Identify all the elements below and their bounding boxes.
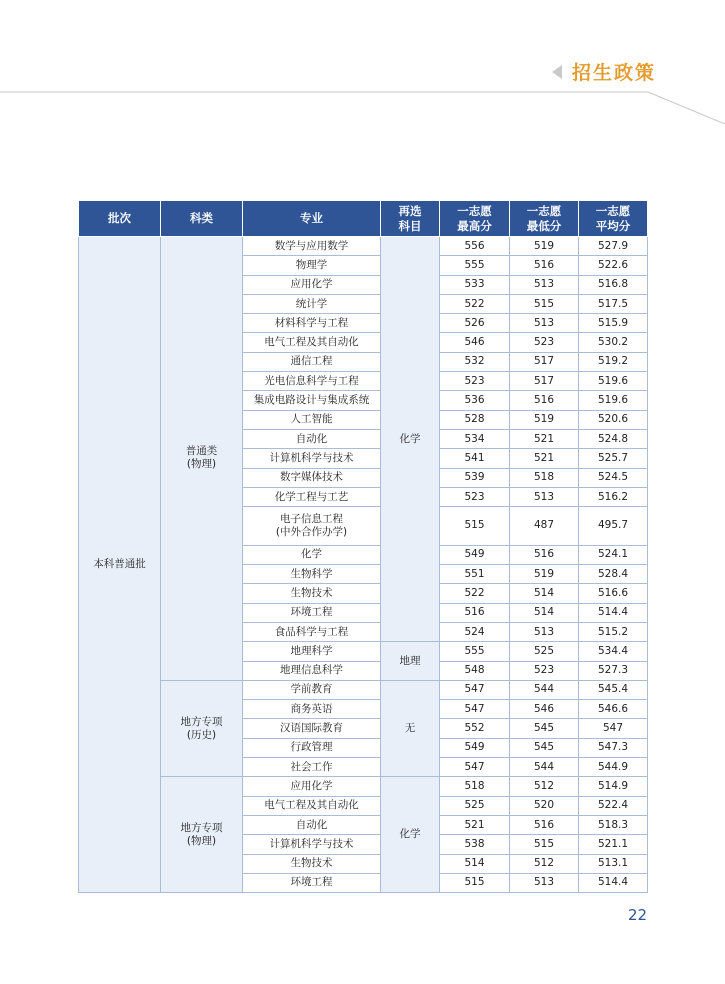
avg-score-cell: 514.4 — [579, 873, 648, 892]
max-score-cell: 536 — [440, 391, 510, 410]
major-cell: 人工智能 — [243, 410, 381, 429]
major-cell: 汉语国际教育 — [243, 719, 381, 738]
avg-score-cell: 515.2 — [579, 622, 648, 641]
max-score-cell: 514 — [440, 854, 510, 873]
max-score-cell: 551 — [440, 565, 510, 584]
max-score-cell: 539 — [440, 468, 510, 487]
avg-score-cell: 495.7 — [579, 507, 648, 546]
min-score-cell: 516 — [510, 545, 579, 564]
min-score-cell: 517 — [510, 372, 579, 391]
subject-cell: 化学 — [381, 777, 440, 893]
avg-score-cell: 546.6 — [579, 700, 648, 719]
major-cell: 集成电路设计与集成系统 — [243, 391, 381, 410]
avg-score-cell: 517.5 — [579, 294, 648, 313]
avg-score-cell: 545.4 — [579, 680, 648, 699]
max-score-cell: 547 — [440, 758, 510, 777]
header-min-score: 一志愿 最低分 — [510, 201, 579, 237]
major-cell: 社会工作 — [243, 758, 381, 777]
min-score-cell: 546 — [510, 700, 579, 719]
major-cell: 环境工程 — [243, 603, 381, 622]
max-score-cell: 533 — [440, 275, 510, 294]
min-score-cell: 544 — [510, 680, 579, 699]
major-cell: 计算机科学与技术 — [243, 835, 381, 854]
avg-score-cell: 530.2 — [579, 333, 648, 352]
header-avg-score: 一志愿 平均分 — [579, 201, 648, 237]
min-score-cell: 545 — [510, 738, 579, 757]
admission-scores-table — [78, 200, 648, 893]
min-score-cell: 515 — [510, 294, 579, 313]
major-cell: 学前教育 — [243, 680, 381, 699]
min-score-cell: 523 — [510, 661, 579, 680]
max-score-cell: 547 — [440, 700, 510, 719]
avg-score-cell: 513.1 — [579, 854, 648, 873]
table-header-row — [79, 201, 648, 237]
max-score-cell: 538 — [440, 835, 510, 854]
min-score-cell: 545 — [510, 719, 579, 738]
max-score-cell: 522 — [440, 294, 510, 313]
batch-cell: 本科普通批 — [79, 237, 161, 893]
max-score-cell: 548 — [440, 661, 510, 680]
avg-score-cell: 519.2 — [579, 352, 648, 371]
min-score-cell: 523 — [510, 333, 579, 352]
major-cell: 应用化学 — [243, 275, 381, 294]
min-score-cell: 487 — [510, 507, 579, 546]
min-score-cell: 525 — [510, 642, 579, 661]
subject-cell: 地理 — [381, 642, 440, 681]
avg-score-cell: 516.2 — [579, 487, 648, 506]
header-category: 科类 — [161, 201, 243, 237]
max-score-cell: 547 — [440, 680, 510, 699]
avg-score-cell: 514.4 — [579, 603, 648, 622]
max-score-cell: 515 — [440, 507, 510, 546]
avg-score-cell: 522.6 — [579, 256, 648, 275]
category-cell: 地方专项 (物理) — [161, 777, 243, 893]
page-number: 22 — [628, 906, 648, 924]
max-score-cell: 549 — [440, 545, 510, 564]
min-score-cell: 513 — [510, 622, 579, 641]
min-score-cell: 516 — [510, 391, 579, 410]
max-score-cell: 518 — [440, 777, 510, 796]
section-title-text: 招生政策 — [572, 62, 657, 84]
major-cell: 应用化学 — [243, 777, 381, 796]
min-score-cell: 518 — [510, 468, 579, 487]
major-cell: 数字媒体技术 — [243, 468, 381, 487]
avg-score-cell: 519.6 — [579, 372, 648, 391]
section-title — [552, 58, 656, 85]
avg-score-cell: 518.3 — [579, 815, 648, 834]
major-cell: 行政管理 — [243, 738, 381, 757]
header-major: 专业 — [243, 201, 381, 237]
major-cell: 地理信息科学 — [243, 661, 381, 680]
header-subject: 再选 科目 — [381, 201, 440, 237]
max-score-cell: 541 — [440, 449, 510, 468]
max-score-cell: 556 — [440, 237, 510, 256]
avg-score-cell: 527.9 — [579, 237, 648, 256]
max-score-cell: 532 — [440, 352, 510, 371]
min-score-cell: 513 — [510, 314, 579, 333]
subject-cell: 无 — [381, 680, 440, 776]
avg-score-cell: 524.1 — [579, 545, 648, 564]
category-cell: 普通类 (物理) — [161, 237, 243, 681]
min-score-cell: 544 — [510, 758, 579, 777]
min-score-cell: 521 — [510, 429, 579, 448]
avg-score-cell: 524.8 — [579, 429, 648, 448]
max-score-cell: 552 — [440, 719, 510, 738]
major-cell: 通信工程 — [243, 352, 381, 371]
max-score-cell: 528 — [440, 410, 510, 429]
max-score-cell: 522 — [440, 584, 510, 603]
major-cell: 化学工程与工艺 — [243, 487, 381, 506]
min-score-cell: 513 — [510, 275, 579, 294]
max-score-cell: 521 — [440, 815, 510, 834]
major-cell: 电气工程及其自动化 — [243, 796, 381, 815]
avg-score-cell: 522.4 — [579, 796, 648, 815]
major-cell: 电气工程及其自动化 — [243, 333, 381, 352]
header-max-score: 一志愿 最高分 — [440, 201, 510, 237]
max-score-cell: 534 — [440, 429, 510, 448]
major-cell: 电子信息工程 (中外合作办学) — [243, 507, 381, 546]
major-cell: 商务英语 — [243, 700, 381, 719]
table-row — [79, 680, 648, 699]
min-score-cell: 516 — [510, 815, 579, 834]
max-score-cell: 516 — [440, 603, 510, 622]
min-score-cell: 519 — [510, 237, 579, 256]
header-batch: 批次 — [79, 201, 161, 237]
min-score-cell: 520 — [510, 796, 579, 815]
major-cell: 环境工程 — [243, 873, 381, 892]
avg-score-cell: 525.7 — [579, 449, 648, 468]
max-score-cell: 525 — [440, 796, 510, 815]
avg-score-cell: 528.4 — [579, 565, 648, 584]
max-score-cell: 523 — [440, 487, 510, 506]
major-cell: 生物科学 — [243, 565, 381, 584]
avg-score-cell: 544.9 — [579, 758, 648, 777]
avg-score-cell: 547 — [579, 719, 648, 738]
max-score-cell: 555 — [440, 256, 510, 275]
avg-score-cell: 515.9 — [579, 314, 648, 333]
min-score-cell: 515 — [510, 835, 579, 854]
left-triangle-icon — [552, 65, 562, 79]
major-cell: 光电信息科学与工程 — [243, 372, 381, 391]
avg-score-cell: 519.6 — [579, 391, 648, 410]
major-cell: 统计学 — [243, 294, 381, 313]
min-score-cell: 512 — [510, 777, 579, 796]
major-cell: 生物技术 — [243, 854, 381, 873]
max-score-cell: 555 — [440, 642, 510, 661]
major-cell: 数学与应用数学 — [243, 237, 381, 256]
major-cell: 计算机科学与技术 — [243, 449, 381, 468]
avg-score-cell: 524.5 — [579, 468, 648, 487]
min-score-cell: 514 — [510, 584, 579, 603]
avg-score-cell: 516.6 — [579, 584, 648, 603]
max-score-cell: 526 — [440, 314, 510, 333]
max-score-cell: 549 — [440, 738, 510, 757]
table-row — [79, 777, 648, 796]
min-score-cell: 512 — [510, 854, 579, 873]
major-cell: 化学 — [243, 545, 381, 564]
min-score-cell: 519 — [510, 565, 579, 584]
major-cell: 生物技术 — [243, 584, 381, 603]
avg-score-cell: 547.3 — [579, 738, 648, 757]
avg-score-cell: 514.9 — [579, 777, 648, 796]
table-row — [79, 237, 648, 256]
max-score-cell: 515 — [440, 873, 510, 892]
avg-score-cell: 516.8 — [579, 275, 648, 294]
major-cell: 食品科学与工程 — [243, 622, 381, 641]
max-score-cell: 523 — [440, 372, 510, 391]
avg-score-cell: 521.1 — [579, 835, 648, 854]
major-cell: 地理科学 — [243, 642, 381, 661]
avg-score-cell: 520.6 — [579, 410, 648, 429]
min-score-cell: 513 — [510, 487, 579, 506]
major-cell: 自动化 — [243, 429, 381, 448]
max-score-cell: 546 — [440, 333, 510, 352]
min-score-cell: 519 — [510, 410, 579, 429]
major-cell: 物理学 — [243, 256, 381, 275]
major-cell: 自动化 — [243, 815, 381, 834]
subject-cell: 化学 — [381, 237, 440, 642]
major-cell: 材料科学与工程 — [243, 314, 381, 333]
max-score-cell: 524 — [440, 622, 510, 641]
min-score-cell: 513 — [510, 873, 579, 892]
min-score-cell: 514 — [510, 603, 579, 622]
min-score-cell: 516 — [510, 256, 579, 275]
category-cell: 地方专项 (历史) — [161, 680, 243, 776]
min-score-cell: 521 — [510, 449, 579, 468]
min-score-cell: 517 — [510, 352, 579, 371]
avg-score-cell: 534.4 — [579, 642, 648, 661]
avg-score-cell: 527.3 — [579, 661, 648, 680]
